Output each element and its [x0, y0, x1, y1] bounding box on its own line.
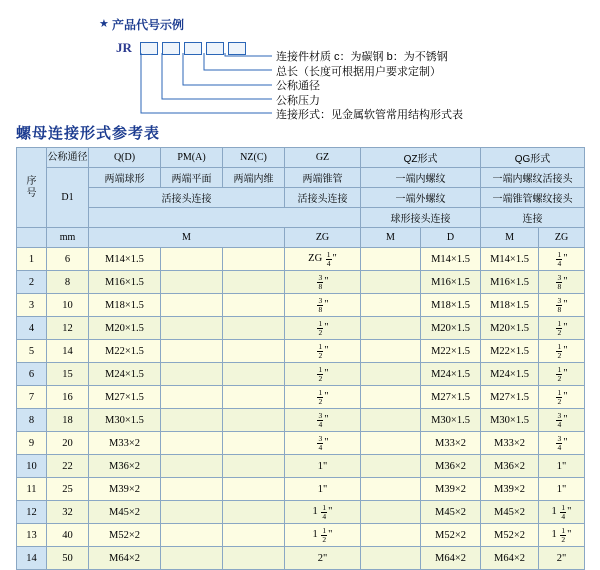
row-pm-m — [161, 501, 223, 524]
header-group-qd: Q(D) — [89, 148, 161, 168]
row-gz-zg: $\frac{3}{8}$ " — [285, 271, 361, 294]
row-qd-m: M18×1.5 — [89, 294, 161, 317]
table-row — [17, 363, 585, 386]
header-conn-outer-thread: 一端外螺纹 — [361, 188, 481, 208]
row-index: 6 — [17, 363, 47, 386]
header-form-qg: 一端内螺纹活接头 — [481, 168, 585, 188]
table-title: 螺母连接形式参考表 — [16, 125, 161, 142]
table-row — [17, 317, 585, 340]
row-qd-m: M14×1.5 — [89, 248, 161, 271]
row-gz-zg: $\frac{1}{2}$ " — [285, 363, 361, 386]
row-nominal-diameter: 16 — [47, 386, 89, 409]
row-qg-zg: $\frac{3}{4}$ " — [539, 409, 585, 432]
row-qz-d: M52×2 — [421, 524, 481, 547]
row-qg-zg: $\frac{3}{4}$ " — [539, 432, 585, 455]
header-conn-taper-thread: 一端锥管螺纹接头 — [481, 188, 585, 208]
header-row-connection — [17, 188, 585, 208]
row-nz-m — [223, 363, 285, 386]
row-nominal-diameter: 6 — [47, 248, 89, 271]
row-qz-m — [361, 248, 421, 271]
row-qz-m — [361, 386, 421, 409]
row-nz-m — [223, 547, 285, 570]
row-qg-zg: $\frac{1}{2}$ " — [539, 363, 585, 386]
row-qg-zg: 1 $\frac{1}{4}$ " — [539, 501, 585, 524]
row-qd-m: M24×1.5 — [89, 363, 161, 386]
table-row — [17, 409, 585, 432]
row-qg-zg: $\frac{1}{2}$ " — [539, 340, 585, 363]
header-unit-qg-m: M — [481, 228, 539, 248]
header-ball-joint: 球形接头连接 — [361, 208, 481, 228]
row-qg-m: M22×1.5 — [481, 340, 539, 363]
row-qz-d: M22×1.5 — [421, 340, 481, 363]
row-gz-zg: $\frac{3}{4}$ " — [285, 409, 361, 432]
row-nominal-diameter: 8 — [47, 271, 89, 294]
row-pm-m — [161, 294, 223, 317]
diagram-label: 连接形式：见金属软管常用结构形式表 — [276, 109, 463, 122]
row-qg-m: M64×2 — [481, 547, 539, 570]
row-gz-zg: 2" — [285, 547, 361, 570]
row-index: 7 — [17, 386, 47, 409]
row-nz-m — [223, 432, 285, 455]
row-nominal-diameter: 32 — [47, 501, 89, 524]
row-qd-m: M39×2 — [89, 478, 161, 501]
row-qz-d: M18×1.5 — [421, 294, 481, 317]
header-unit-qz-d: D — [421, 228, 481, 248]
row-qz-m — [361, 478, 421, 501]
row-qd-m: M36×2 — [89, 455, 161, 478]
row-nominal-diameter: 25 — [47, 478, 89, 501]
row-qg-m: M30×1.5 — [481, 409, 539, 432]
row-nz-m — [223, 524, 285, 547]
row-pm-m — [161, 363, 223, 386]
row-qg-m: M33×2 — [481, 432, 539, 455]
header-row-units — [17, 228, 585, 248]
row-qg-zg: 2" — [539, 547, 585, 570]
header-group-gz: GZ — [285, 148, 361, 168]
row-nominal-diameter: 40 — [47, 524, 89, 547]
header-row-forms — [17, 168, 585, 188]
row-qz-m — [361, 524, 421, 547]
header-group-qz: QZ形式 — [361, 148, 481, 168]
header-nominal: 公称通径 — [47, 148, 89, 168]
table-row — [17, 248, 585, 271]
row-qd-m: M20×1.5 — [89, 317, 161, 340]
header-form-nz: 两端内维 — [223, 168, 285, 188]
row-qd-m: M52×2 — [89, 524, 161, 547]
star-icon: ★ — [99, 18, 109, 30]
header-group-nz: NZ(C) — [223, 148, 285, 168]
row-qg-zg: $\frac{3}{8}$ " — [539, 294, 585, 317]
row-gz-zg: $\frac{3}{8}$ " — [285, 294, 361, 317]
row-gz-zg: 1 $\frac{1}{4}$ " — [285, 501, 361, 524]
header-conn-union: 活接头连接 — [89, 188, 285, 208]
row-qz-m — [361, 409, 421, 432]
header-connect: 连接 — [481, 208, 585, 228]
row-gz-zg: 1" — [285, 478, 361, 501]
header-row-ball — [17, 208, 585, 228]
row-gz-zg: 1 $\frac{1}{2}$ " — [285, 524, 361, 547]
row-qg-m: M20×1.5 — [481, 317, 539, 340]
header-unit-mm: mm — [47, 228, 89, 248]
row-index: 1 — [17, 248, 47, 271]
row-gz-zg: 1" — [285, 455, 361, 478]
row-qg-m: M16×1.5 — [481, 271, 539, 294]
row-qg-zg: $\frac{1}{2}$ " — [539, 386, 585, 409]
row-index: 13 — [17, 524, 47, 547]
header-unit-qg-zg: ZG — [539, 228, 585, 248]
row-qd-m: M22×1.5 — [89, 340, 161, 363]
header-group-qg: QG形式 — [481, 148, 585, 168]
row-qg-zg: 1" — [539, 478, 585, 501]
diagram-label: 连接件材质 c：为碳钢 b：为不锈钢 — [276, 51, 448, 63]
row-qd-m: M33×2 — [89, 432, 161, 455]
header-unit-qz-m: M — [361, 228, 421, 248]
table-head — [17, 148, 585, 248]
row-qz-m — [361, 501, 421, 524]
table-row — [17, 478, 585, 501]
row-qz-m — [361, 455, 421, 478]
row-gz-zg: $\frac{1}{2}$ " — [285, 386, 361, 409]
row-pm-m — [161, 524, 223, 547]
row-pm-m — [161, 409, 223, 432]
header-form-gz: 两端锥管 — [285, 168, 361, 188]
table-row — [17, 271, 585, 294]
row-index: 10 — [17, 455, 47, 478]
row-pm-m — [161, 386, 223, 409]
row-qg-m: M14×1.5 — [481, 248, 539, 271]
row-qz-m — [361, 363, 421, 386]
table-body — [17, 248, 585, 570]
row-qz-m — [361, 547, 421, 570]
row-qz-d: M30×1.5 — [421, 409, 481, 432]
row-nz-m — [223, 386, 285, 409]
header-form-pm: 两端平面 — [161, 168, 223, 188]
row-nz-m — [223, 409, 285, 432]
header-blank — [89, 208, 361, 228]
row-qg-zg: 1" — [539, 455, 585, 478]
header-conn-union-gz: 活接头连接 — [285, 188, 361, 208]
row-nominal-diameter: 12 — [47, 317, 89, 340]
row-qz-d: M14×1.5 — [421, 248, 481, 271]
table-row — [17, 547, 585, 570]
row-qg-m: M18×1.5 — [481, 294, 539, 317]
nut-connection-table — [16, 147, 585, 570]
row-qz-d: M16×1.5 — [421, 271, 481, 294]
table-row — [17, 340, 585, 363]
row-qz-m — [361, 271, 421, 294]
table-row — [17, 455, 585, 478]
row-index: 9 — [17, 432, 47, 455]
row-nominal-diameter: 10 — [47, 294, 89, 317]
row-nz-m — [223, 271, 285, 294]
row-qg-m: M27×1.5 — [481, 386, 539, 409]
row-index: 5 — [17, 340, 47, 363]
row-pm-m — [161, 340, 223, 363]
row-index: 11 — [17, 478, 47, 501]
row-nz-m — [223, 501, 285, 524]
row-nominal-diameter: 18 — [47, 409, 89, 432]
row-index: 2 — [17, 271, 47, 294]
row-qz-d: M20×1.5 — [421, 317, 481, 340]
table-row — [17, 432, 585, 455]
row-nz-m — [223, 455, 285, 478]
row-qg-zg: $\frac{3}{8}$ " — [539, 271, 585, 294]
header-nominal-unit-group: D1 — [47, 168, 89, 228]
row-qg-m: M39×2 — [481, 478, 539, 501]
row-qg-m: M52×2 — [481, 524, 539, 547]
row-qd-m: M16×1.5 — [89, 271, 161, 294]
diagram-title: 产品代号示例 — [112, 18, 185, 32]
row-pm-m — [161, 455, 223, 478]
row-qd-m: M64×2 — [89, 547, 161, 570]
table-row — [17, 294, 585, 317]
row-nz-m — [223, 478, 285, 501]
row-index: 8 — [17, 409, 47, 432]
row-qd-m: M30×1.5 — [89, 409, 161, 432]
table-row — [17, 524, 585, 547]
row-gz-zg: ZG $\frac{1}{4}$ " — [285, 248, 361, 271]
diagram-label: 公称通径 — [276, 80, 320, 93]
row-pm-m — [161, 271, 223, 294]
row-nominal-diameter: 14 — [47, 340, 89, 363]
row-qz-d: M39×2 — [421, 478, 481, 501]
row-nominal-diameter: 22 — [47, 455, 89, 478]
row-qg-m: M45×2 — [481, 501, 539, 524]
row-gz-zg: $\frac{1}{2}$ " — [285, 317, 361, 340]
row-index: 3 — [17, 294, 47, 317]
header-form-qz: 一端内螺纹 — [361, 168, 481, 188]
row-qg-m: M36×2 — [481, 455, 539, 478]
row-qz-d: M64×2 — [421, 547, 481, 570]
header-unit-m: M — [89, 228, 285, 248]
row-qz-m — [361, 294, 421, 317]
diagram-label: 总长（长度可根据用户要求定制） — [276, 65, 441, 78]
row-qd-m: M45×2 — [89, 501, 161, 524]
row-nominal-diameter: 15 — [47, 363, 89, 386]
row-pm-m — [161, 478, 223, 501]
row-qz-m — [361, 340, 421, 363]
row-qz-m — [361, 317, 421, 340]
row-qd-m: M27×1.5 — [89, 386, 161, 409]
row-gz-zg: $\frac{3}{4}$ " — [285, 432, 361, 455]
row-qz-d: M45×2 — [421, 501, 481, 524]
row-gz-zg: $\frac{1}{2}$ " — [285, 340, 361, 363]
row-qz-m — [361, 432, 421, 455]
row-pm-m — [161, 317, 223, 340]
row-pm-m — [161, 432, 223, 455]
header-row-groups — [17, 148, 585, 168]
row-qz-d: M27×1.5 — [421, 386, 481, 409]
header-form-qd: 两端球形 — [89, 168, 161, 188]
row-nz-m — [223, 317, 285, 340]
row-nz-m — [223, 248, 285, 271]
row-qz-d: M24×1.5 — [421, 363, 481, 386]
header-group-pm: PM(A) — [161, 148, 223, 168]
table-row — [17, 501, 585, 524]
row-qg-m: M24×1.5 — [481, 363, 539, 386]
row-index: 14 — [17, 547, 47, 570]
product-code-diagram — [0, 0, 600, 120]
row-qz-d: M33×2 — [421, 432, 481, 455]
table-row — [17, 386, 585, 409]
header-unit-zg: ZG — [285, 228, 361, 248]
row-qz-d: M36×2 — [421, 455, 481, 478]
row-qg-zg: $\frac{1}{4}$ " — [539, 248, 585, 271]
header-seq: 序号 — [17, 148, 47, 228]
diagram-label-list — [276, 50, 463, 123]
diagram-label: 公称压力 — [276, 94, 320, 107]
row-nz-m — [223, 294, 285, 317]
row-nz-m — [223, 340, 285, 363]
header-unit-seq — [17, 228, 47, 248]
row-nominal-diameter: 20 — [47, 432, 89, 455]
code-prefix: JR — [116, 40, 132, 55]
row-pm-m — [161, 547, 223, 570]
row-nominal-diameter: 50 — [47, 547, 89, 570]
row-index: 4 — [17, 317, 47, 340]
row-qg-zg: 1 $\frac{1}{2}$ " — [539, 524, 585, 547]
row-qg-zg: $\frac{1}{2}$ " — [539, 317, 585, 340]
row-pm-m — [161, 248, 223, 271]
row-index: 12 — [17, 501, 47, 524]
